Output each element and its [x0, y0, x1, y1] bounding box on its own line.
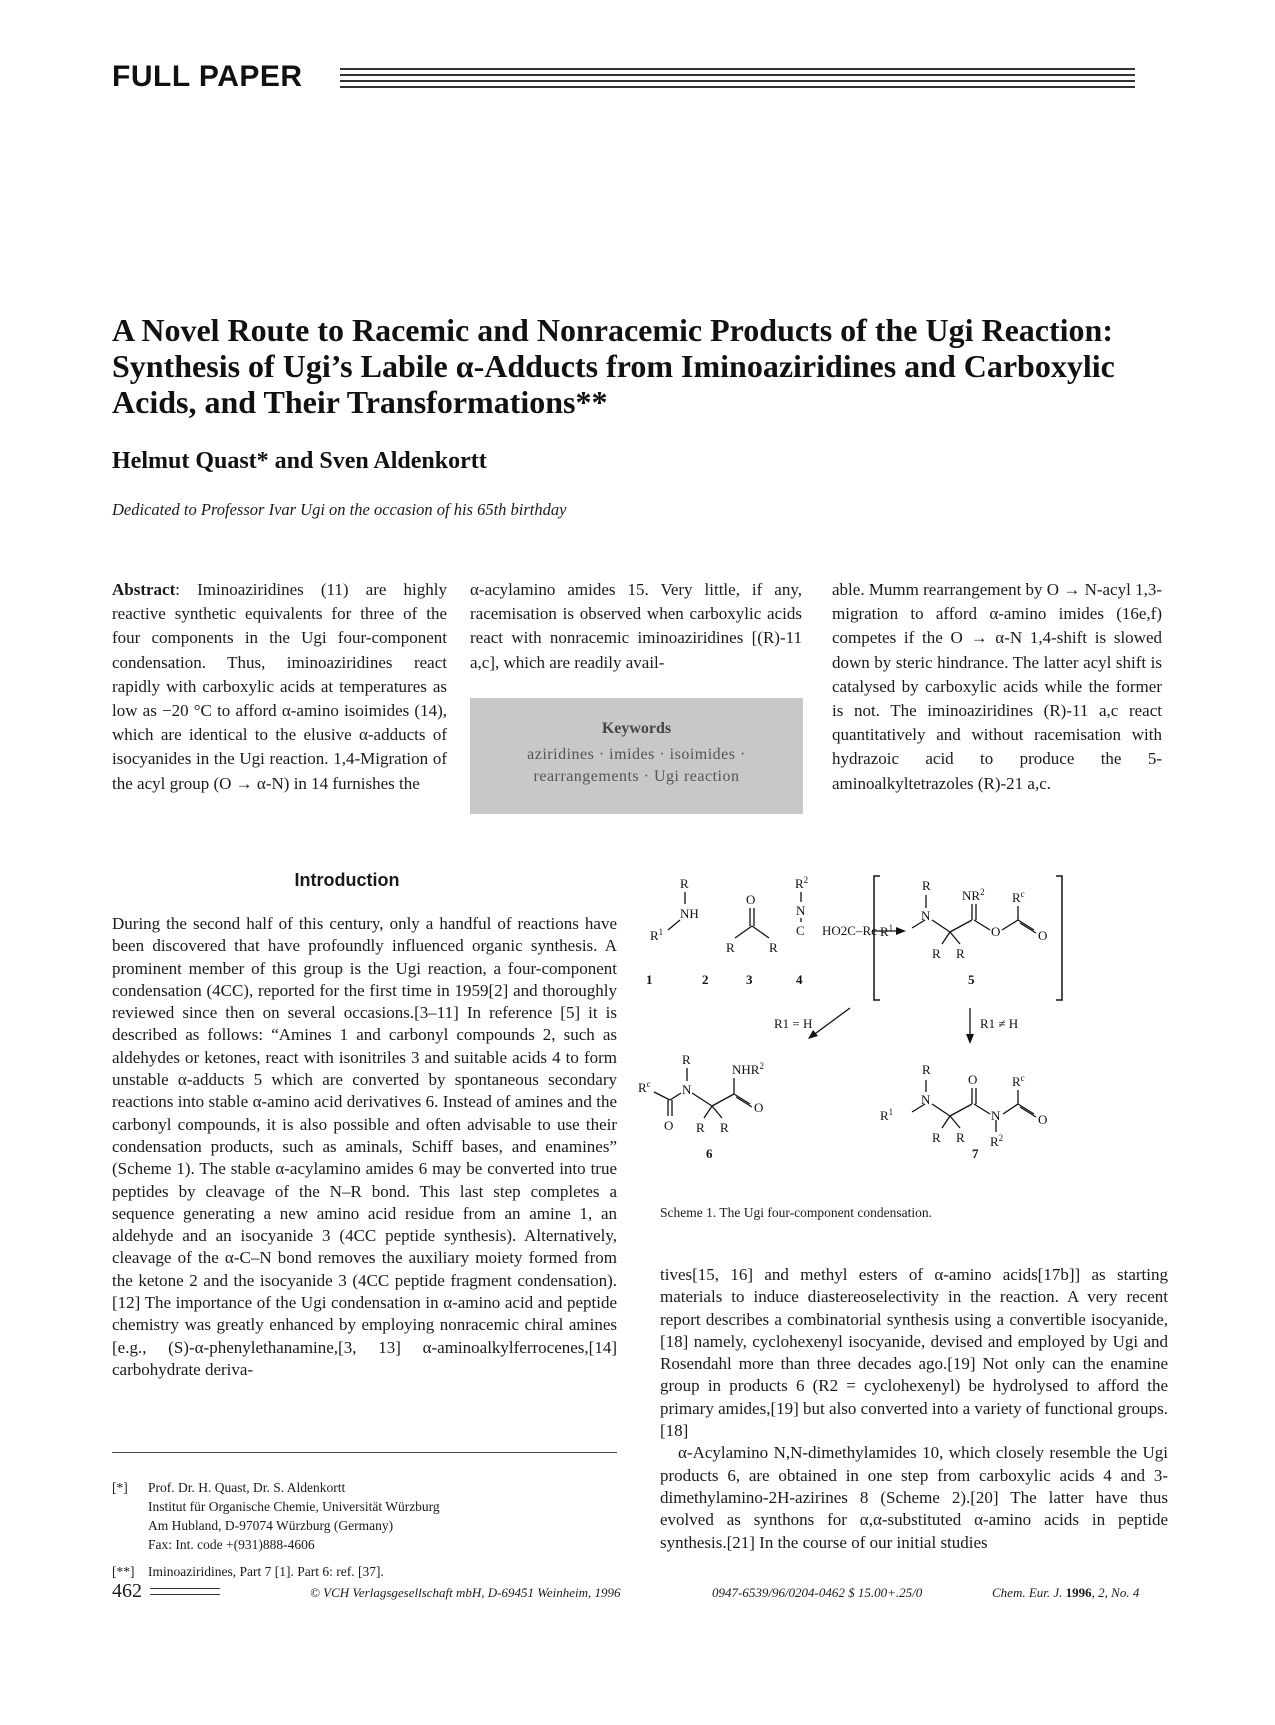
abstract-column-2: α-acylamino amides 15. Very little, if any, racemisation is observed when carboxylic acids react with nonracemic iminoaziridines [(R)-11 a,c], which are readily avail- [470, 580, 802, 672]
c6-label-r: R [682, 1052, 691, 1067]
c6-label-n: N [682, 1082, 692, 1097]
c7-label-r-b: R [956, 1130, 965, 1145]
c5-label-n: N [921, 908, 931, 923]
label-c: C [796, 923, 805, 938]
introduction-column-2 [660, 1264, 1168, 1554]
keywords-line-1: aziridines · imides · isoimides · [527, 746, 746, 763]
arrow-path-left [808, 1008, 850, 1039]
scheme-caption: Scheme 1. The Ugi four-component condensation. [660, 1205, 933, 1220]
introduction-heading: Introduction [294, 870, 400, 890]
condition-right: R1 ≠ H [980, 1016, 1019, 1031]
abstract-column-1 [112, 578, 447, 796]
introduction-paragraph-1: tives[15, 16] and methyl esters of α-amino acids[17b]] as starting materials to induce diastereoselectivity in the reaction. A very recent report describes a combinatorial synthesis using a convertible isocyanide,[18] namely, cyclohexenyl isocyanide, devised and employed by Ugi and Rosendahl more than three decades ago.[19] Not only can the enamine group in products 6 (R2 = cyclohexenyl) be hydrolysed to afford the primary amides,[19] but also converted into a variety of functional groups.[18] [660, 1265, 1168, 1441]
journal-year: 1996 [1065, 1585, 1092, 1600]
footnote-line: Am Hubland, D-97074 Würzburg (Germany) [148, 1518, 394, 1533]
label-r-left: R [726, 940, 735, 955]
abstract-column-3: able. Mumm rearrangement by O → N-acyl 1,3-migration to afford α-amino imides (16e,f) competes if the O → α-N 1,4-shift is slowed down by steric hindrance. The latter acyl shift is catalysed by carboxylic acids while the former is not. The iminoaziridines (R)-11 a,c react quantitatively and without racemisation with hydrazoic acid to produce the 5-aminoalkyltetrazoles (R)-21 a,c. [832, 580, 1162, 793]
journal-volume: , 2, No. 4 [1091, 1585, 1140, 1600]
c5-label-o2: O [1038, 928, 1048, 943]
c5-label-nr2: $NR^2$ [962, 887, 985, 903]
label-o: O [746, 892, 756, 907]
authors: Helmut Quast* and Sven Aldenkortt [112, 448, 487, 474]
condition-left: R1 = H [774, 1016, 813, 1031]
compound-number-4: 4 [796, 972, 803, 987]
c6-label-nhr2: NHR$^2$ [732, 1061, 764, 1077]
label-r1: $R^1$ [650, 927, 664, 943]
footnote-author [112, 1478, 617, 1554]
footnote-line: Fax: Int. code +(931)888-4606 [148, 1537, 315, 1552]
compound-number-2: 2 [702, 972, 709, 987]
label-r2: $R^2$ [795, 875, 809, 891]
label-nh: NH [680, 906, 699, 921]
compound-number-1: 1 [646, 972, 653, 987]
footnotes [112, 1478, 617, 1581]
arrow-path-right [966, 1008, 974, 1044]
footnote-line: Institut für Organische Chemie, Universität Würzburg [148, 1499, 440, 1514]
c7-label-r: R [922, 1062, 931, 1077]
footnote-line: Prof. Dr. H. Quast, Dr. S. Aldenkortt [148, 1480, 346, 1495]
c6-label-o: O [664, 1118, 674, 1133]
c7-label-o2: O [1038, 1112, 1048, 1127]
copyright: © VCH Verlagsgesellschaft mbH, D-69451 Weinheim, 1996 [310, 1585, 621, 1600]
c5-label-r1: $R^1$ [880, 923, 894, 939]
article-title: A Novel Route to Racemic and Nonracemic Products of the Ugi Reaction: Synthesis of Ugi’s Labile α-Adducts from Iminoaziridines and Carboxylic Acids, and Their Transformations** [112, 312, 1115, 420]
label-r: R [680, 876, 689, 891]
label-r-right: R [769, 940, 778, 955]
compound-2-structure [735, 908, 769, 938]
reagent-4-formula: HO2C–Rc [822, 923, 877, 938]
c6-label-r-b: R [720, 1120, 729, 1135]
compound-number-7: 7 [972, 1146, 979, 1161]
abstract-label: Abstract [112, 580, 176, 599]
keywords-line-2: rearrangements · Ugi reaction [533, 768, 740, 785]
label-n: N [796, 903, 806, 918]
footnote-mark: [*] [112, 1480, 128, 1495]
journal-citation [992, 1585, 1139, 1601]
keywords-box [470, 698, 803, 814]
scheme-1-diagram [638, 868, 1168, 1213]
c7-label-n2: N [991, 1108, 1001, 1123]
footnote-line: Iminoaziridines, Part 7 [1]. Part 6: ref. [37]. [148, 1564, 384, 1579]
c7-label-r-a: R [932, 1130, 941, 1145]
keywords-heading: Keywords [601, 720, 672, 737]
header-rules [340, 68, 1135, 96]
compound-number-5: 5 [968, 972, 975, 987]
c7-label-r1: $R^1$ [880, 1107, 894, 1123]
compound-number-3: 3 [746, 972, 753, 987]
c5-label-rc: $R^c$ [1012, 889, 1025, 905]
page-number: 462 [112, 1580, 142, 1602]
c6-label-o2: O [754, 1100, 764, 1115]
c5-label-r-a: R [932, 946, 941, 961]
c6-label-r-a: R [696, 1120, 705, 1135]
c7-label-r2: $R^2$ [990, 1133, 1004, 1149]
footnote-rule [112, 1452, 617, 1453]
introduction-column-1: During the second half of this century, only a handful of reactions have been discovered that have profoundly influenced organic synthesis. A prominent member of this group is the Ugi reaction, a four-component condensation (4CC), reported for the first time in 1959[2] and thoroughly reviewed since then on several occasions.[3–11] In reference [5] it is described as follows: “Amines 1 and carbonyl compounds 2, such as aldehydes or ketones, react with isonitriles 3 and suitable acids 4 to form unstable α-adducts 5 which are converted by spontaneous secondary reactions into stable α-amino acid derivatives 6. Instead of amines and the carbonyl compounds, it is also possible and often advisable to use their condensation products, such as aminals, Schiff bases, and enamines” (Scheme 1). The stable α-acylamino amides 6 may be converted into true peptides by cleavage of the N–R bond. This last step completes a sequence generating a new amino acid residue from an amine 1, an aldehyde and an isocyanide 3 (4CC peptide synthesis). Alternatively, cleavage of the α-C–N bond removes the auxiliary moiety formed from the ketone 2 and the isocyanide 3 (4CC peptide fragment condensation).[12] The importance of the Ugi condensation in α-amino acid and peptide chemistry was greatly enhanced by employing nonracemic chiral amines [e.g., (S)-α-phenylethanamine,[3, 13] α-aminoalkylferrocenes,[14] carbohydrate deriva- [112, 914, 617, 1379]
issn: 0947-6539/96/0204-0462 $ 15.00+.25/0 [712, 1585, 923, 1600]
dedication: Dedicated to Professor Ivar Ugi on the occasion of his 65th birthday [112, 500, 567, 519]
c7-label-rc: $R^c$ [1012, 1073, 1025, 1089]
c6-label-rc: $R^c$ [638, 1079, 651, 1095]
c5-label-o: O [991, 924, 1001, 939]
footnote-mark: [**] [112, 1564, 135, 1579]
journal-name: Chem. Eur. J. [992, 1585, 1063, 1600]
c5-label-r-b: R [956, 946, 965, 961]
introduction-paragraph-2: α-Acylamino N,N-dimethylamides 10, which closely resemble the Ugi products 6, are obtained in one step from carboxylic acids 4 and 3-dimethylamino-2H-azirines 8 (Scheme 2).[20] The latter have thus evolved as synthons for α,α-substituted α-amino acids in peptide synthesis.[21] In the course of our initial studies [660, 1443, 1168, 1552]
abstract-text-1: Iminoaziridines (11) are highly reactive synthetic equivalents for three of the four components in the Ugi four-component condensation. Thus, iminoaziridines react rapidly with carboxylic acids at temperatures as low as −20 °C to afford α-amino isoimides (14), which are identical to the elusive α-adducts of isocyanides in the Ugi reaction. 1,4-Migration of the acyl group (O → α-N) in 14 furnishes the [112, 580, 447, 793]
page-number-rules [150, 1588, 220, 1600]
section-label: FULL PAPER [112, 60, 303, 93]
c7-label-o: O [968, 1072, 978, 1087]
abstract-colon: : [175, 580, 198, 599]
c7-label-n: N [921, 1092, 931, 1107]
c5-label-r: R [922, 878, 931, 893]
compound-number-6: 6 [706, 1146, 713, 1161]
footnote-series [112, 1562, 617, 1581]
